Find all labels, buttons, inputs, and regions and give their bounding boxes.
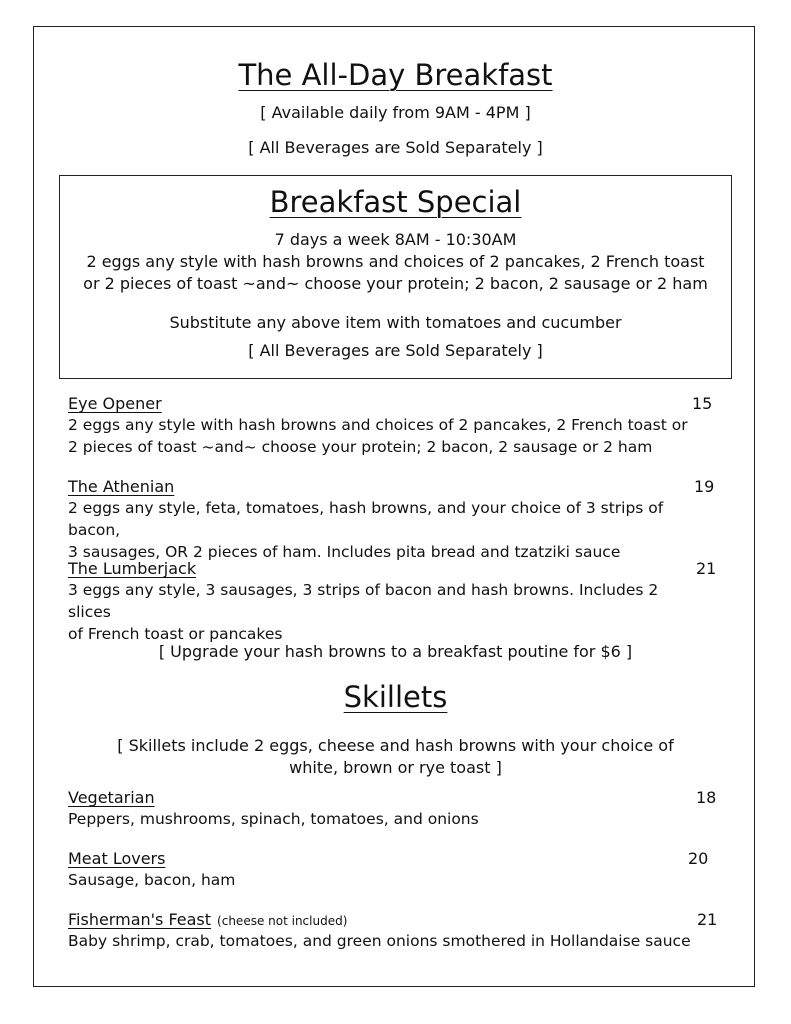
item-price: 20 <box>688 849 709 868</box>
special-description-line-2: or 2 pieces of toast ~and~ choose your protein; 2 bacon, 2 sausage or 2 ham <box>83 274 708 293</box>
menu-item <box>68 559 698 645</box>
special-hours: 7 days a week 8AM - 10:30AM <box>274 230 517 249</box>
skillets-title: Skillets <box>343 680 448 714</box>
item-description-line-2: 2 pieces of toast ~and~ choose your protein; 2 bacon, 2 sausage or 2 ham <box>68 438 653 456</box>
item-description: Baby shrimp, crab, tomatoes, and green onions smothered in Hollandaise sauce <box>68 932 691 950</box>
special-substitute-note: Substitute any above item with tomatoes and cucumber <box>169 313 622 332</box>
menu-item <box>68 477 698 563</box>
item-description-line-2: 3 sausages, OR 2 pieces of ham. Includes pita bread and tzatziki sauce <box>68 543 621 561</box>
skillet-item <box>68 849 698 891</box>
skillets-note-line-1: [ Skillets include 2 eggs, cheese and hash browns with your choice of <box>117 736 674 755</box>
menu-item <box>68 394 698 458</box>
item-name-row <box>68 910 698 930</box>
menu-title: The All-Day Breakfast <box>238 58 553 92</box>
item-price: 19 <box>694 477 715 496</box>
item-description-line-1: 2 eggs any style, feta, tomatoes, hash browns, and your choice of 3 strips of bacon, <box>68 499 664 539</box>
upgrade-note: [ Upgrade your hash browns to a breakfast poutine for $6 ] <box>158 642 633 661</box>
item-price: 21 <box>697 910 718 929</box>
item-name: Meat Lovers <box>68 849 166 868</box>
item-name: Fisherman's Feast <box>68 910 212 929</box>
item-name: Vegetarian <box>68 788 155 807</box>
item-description: Sausage, bacon, ham <box>68 871 236 889</box>
item-name: The Lumberjack <box>68 559 197 578</box>
special-description-line-1: 2 eggs any style with hash browns and choices of 2 pancakes, 2 French toast <box>86 252 705 271</box>
item-note: (cheese not included) <box>217 914 348 928</box>
availability-note: [ Available daily from 9AM - 4PM ] <box>260 103 531 122</box>
item-description-line-2: of French toast or pancakes <box>68 625 283 643</box>
item-price: 21 <box>696 559 717 578</box>
skillet-item <box>68 910 698 952</box>
item-description-line-1: 2 eggs any style with hash browns and choices of 2 pancakes, 2 French toast or <box>68 416 688 434</box>
item-description: Peppers, mushrooms, spinach, tomatoes, and onions <box>68 810 479 828</box>
special-beverages-note: [ All Beverages are Sold Separately ] <box>248 341 543 360</box>
special-title: Breakfast Special <box>269 185 522 219</box>
beverages-note: [ All Beverages are Sold Separately ] <box>248 138 543 157</box>
item-price: 18 <box>696 788 717 807</box>
item-name: Eye Opener <box>68 394 162 413</box>
skillet-item <box>68 788 698 830</box>
item-name: The Athenian <box>68 477 175 496</box>
item-description-line-1: 3 eggs any style, 3 sausages, 3 strips of bacon and hash browns. Includes 2 slices <box>68 581 659 621</box>
item-price: 15 <box>692 394 713 413</box>
skillets-note-line-2: white, brown or rye toast ] <box>289 758 502 777</box>
